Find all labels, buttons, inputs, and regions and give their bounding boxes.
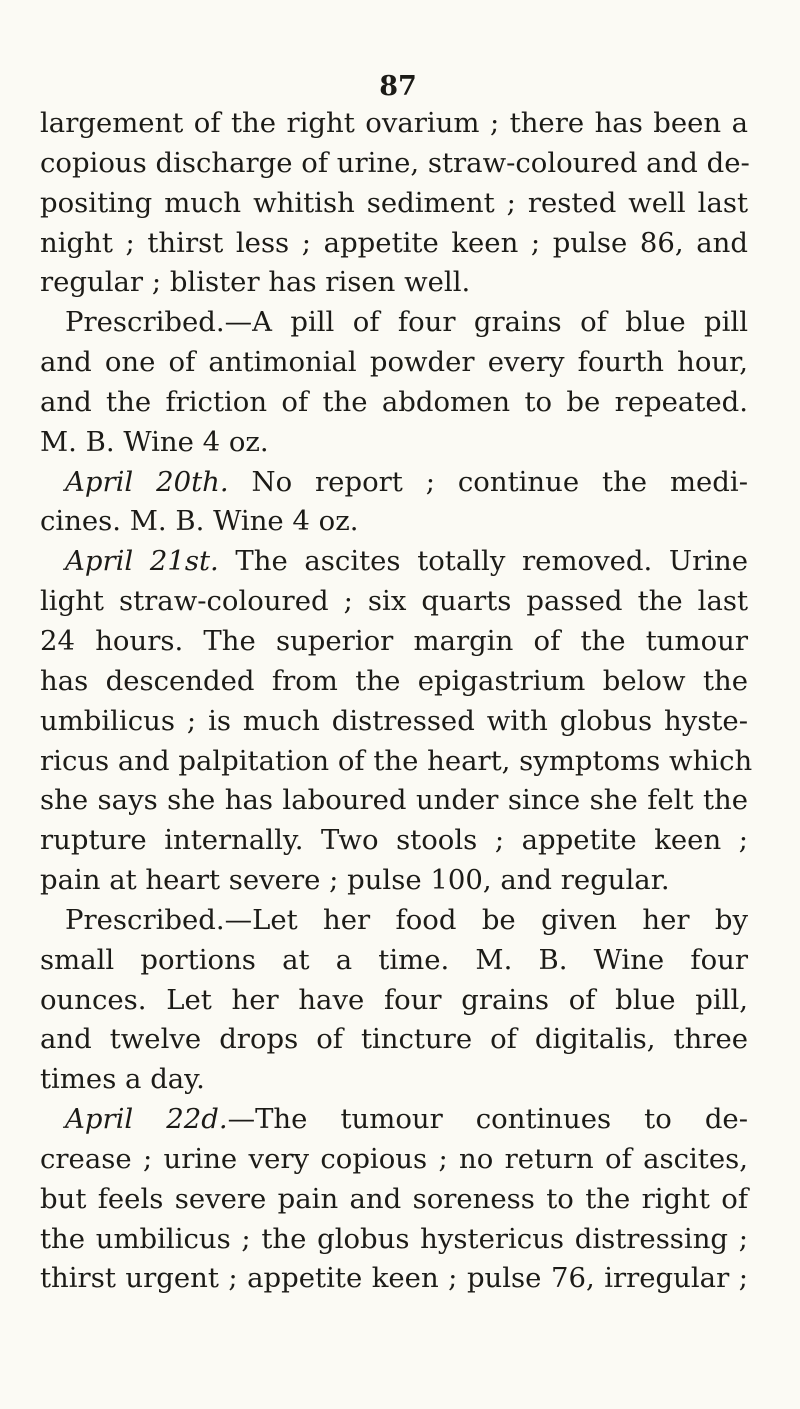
text-line: thirst urgent ; appetite keen ; pulse 76, irregular ; xyxy=(40,1262,748,1295)
text-line: rupture internally. Two stools ; appetite keen ; xyxy=(40,824,748,857)
text-line: night ; thirst less ; appetite keen ; pulse 86, and xyxy=(40,226,748,259)
text-line: times a day. xyxy=(40,1063,205,1096)
text-line: ounces. Let her have four grains of blue pill, xyxy=(40,983,748,1016)
text-line xyxy=(40,1100,748,1140)
text-line: crease ; urine very copious ; no return of ascites, xyxy=(40,1142,748,1175)
text-line: copious discharge of urine, straw-coloured and de- xyxy=(40,146,750,179)
text-line: has descended from the epigastrium below the xyxy=(40,664,748,697)
text-line: small portions at a time. M. B. Wine four xyxy=(40,943,748,976)
text-line: M. B. Wine 4 oz. xyxy=(40,425,269,458)
text-line: positing much whitish sediment ; rested well last xyxy=(40,186,748,219)
text-line: cines. M. B. Wine 4 oz. xyxy=(40,505,359,538)
page-number: 87 xyxy=(379,71,417,102)
text-line: Prescribed.—A pill of four grains of blue pill xyxy=(65,306,748,339)
entry-date: April 22d. xyxy=(65,1103,228,1136)
text-line: Prescribed.—Let her food be given her by xyxy=(65,903,748,936)
text-line: but feels severe pain and soreness to the right of xyxy=(40,1182,748,1215)
text-line: largement of the right ovarium ; there has been a xyxy=(40,107,748,139)
text-line: and twelve drops of tincture of digitalis, three xyxy=(40,1023,748,1056)
entry-date: April 20th. xyxy=(65,465,229,498)
text-line: light straw-coloured ; six quarts passed the last xyxy=(40,585,748,618)
text-line: ricus and palpitation of the heart, symptoms which xyxy=(40,744,753,777)
text-line: umbilicus ; is much distressed with globus hyste- xyxy=(40,704,748,737)
text-line: regular ; blister has risen well. xyxy=(40,266,471,299)
text-line: she says she has laboured under since she felt the xyxy=(40,784,748,817)
entry-text: —The tumour continues to de- xyxy=(227,1103,748,1136)
text-line: 24 hours. The superior margin of the tumour xyxy=(40,624,748,657)
entry-text: The ascites totally removed. Urine xyxy=(218,545,749,578)
entry-text: No report ; continue the medi- xyxy=(228,465,749,498)
text-line: and the friction of the abdomen to be repeated. xyxy=(40,385,748,418)
text-line: the umbilicus ; the globus hystericus distressing ; xyxy=(40,1222,748,1255)
text-line xyxy=(40,463,748,503)
entry-date: April 21st. xyxy=(65,545,219,578)
text-line: and one of antimonial powder every fourth hour, xyxy=(40,346,748,379)
text-line: pain at heart severe ; pulse 100, and regular. xyxy=(40,864,670,897)
body-text xyxy=(40,104,753,1299)
text-line xyxy=(40,542,748,582)
